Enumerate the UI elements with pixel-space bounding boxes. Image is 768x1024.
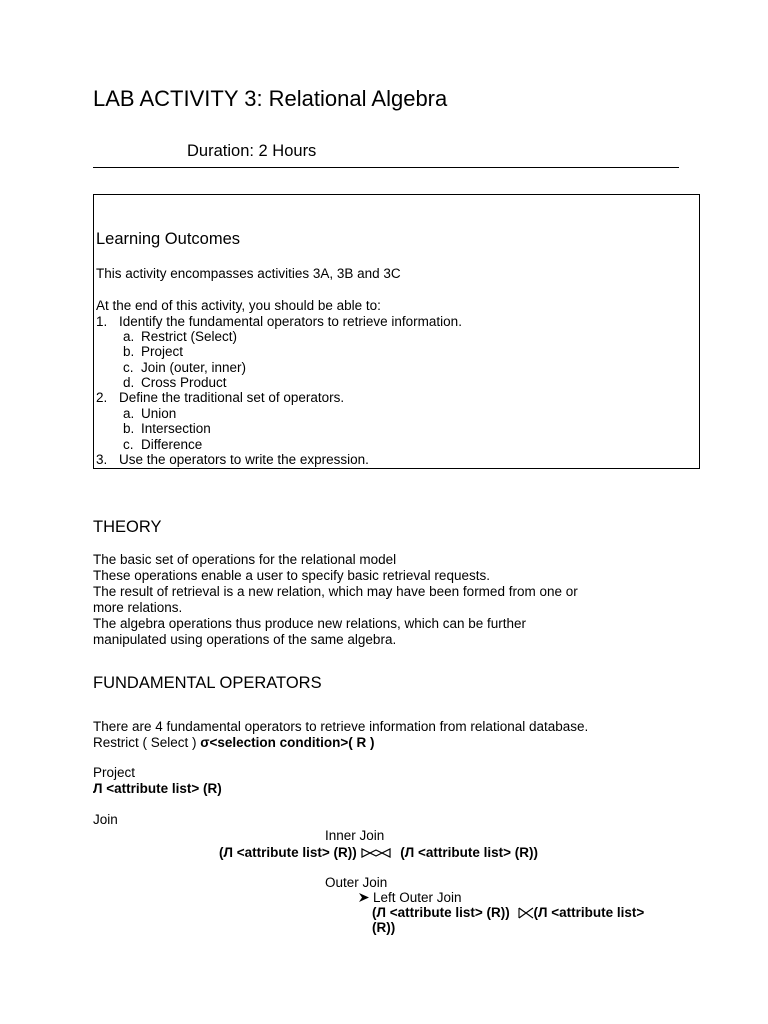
left-outer-join-icon <box>518 907 534 919</box>
outcome-item <box>96 314 462 329</box>
outcome-text: Identify the fundamental operators to retrieve information. <box>119 314 462 329</box>
restrict-line <box>93 735 375 750</box>
outer-join-label: Outer Join <box>325 875 388 890</box>
project-expression: Л <attribute list> (R) <box>93 781 222 796</box>
theory-heading: THEORY <box>93 518 162 536</box>
left-outer-join-left: (Л <attribute list> (R)) <box>372 905 510 920</box>
theory-line: These operations enable a user to specify basic retrieval requests. <box>93 568 490 583</box>
outcome-subitem: a. Restrict (Select) <box>123 329 238 344</box>
title-divider <box>93 167 679 168</box>
inner-join-expression <box>219 845 538 860</box>
inner-join-label: Inner Join <box>325 828 385 843</box>
theory-line: more relations. <box>93 600 183 615</box>
duration-text: Duration: 2 Hours <box>187 142 317 160</box>
project-label: Project <box>93 765 136 780</box>
outcome-text: Use the operators to write the expression. <box>119 452 369 467</box>
outcome-text: Define the traditional set of operators. <box>119 390 345 405</box>
theory-line: manipulated using operations of the same algebra. <box>93 632 397 647</box>
outcome-subitem: c. Join (outer, inner) <box>123 360 247 375</box>
restrict-expression: σ<selection condition>( R ) <box>200 735 375 750</box>
theory-line: The algebra operations thus produce new relations, which can be further <box>93 616 527 631</box>
learning-outcomes-heading: Learning Outcomes <box>96 230 240 248</box>
left-outer-join-continuation: (R)) <box>372 920 396 935</box>
learning-lead: At the end of this activity, you should be able to: <box>96 298 381 313</box>
outcome-subitem: b. Intersection <box>123 421 211 436</box>
outcome-item <box>96 390 344 405</box>
outcome-subitem: b. Project <box>123 344 184 359</box>
learning-intro: This activity encompasses activities 3A, 3B and 3C <box>96 266 401 281</box>
theory-line: The basic set of operations for the relational model <box>93 552 397 567</box>
outcome-number: 2. <box>96 390 108 405</box>
natural-join-icon <box>361 847 391 859</box>
left-outer-join-right: (Л <attribute list> <box>533 905 645 920</box>
arrow-bullet-icon <box>358 892 370 903</box>
restrict-label: Restrict ( Select ) <box>93 735 201 750</box>
outcome-subitem: d. Cross Product <box>123 375 227 390</box>
join-label: Join <box>93 812 118 827</box>
outcome-subitem: a. Union <box>123 406 177 421</box>
inner-join-left: (Л <attribute list> (R)) <box>219 845 357 860</box>
fundamental-heading: FUNDAMENTAL OPERATORS <box>93 674 322 692</box>
left-outer-join-item <box>358 890 462 905</box>
left-outer-join-expression <box>372 905 644 920</box>
outcome-item <box>96 452 369 467</box>
inner-join-right: (Л <attribute list> (R)) <box>400 845 538 860</box>
outcome-number: 1. <box>96 314 108 329</box>
document-title: LAB ACTIVITY 3: Relational Algebra <box>93 86 448 111</box>
left-outer-join-label: Left Outer Join <box>373 890 462 905</box>
fundamental-intro: There are 4 fundamental operators to retrieve information from relational database. <box>93 719 589 734</box>
outcome-number: 3. <box>96 452 108 467</box>
outcome-subitem: c. Difference <box>123 437 203 452</box>
theory-line: The result of retrieval is a new relation, which may have been formed from one or <box>93 584 578 599</box>
